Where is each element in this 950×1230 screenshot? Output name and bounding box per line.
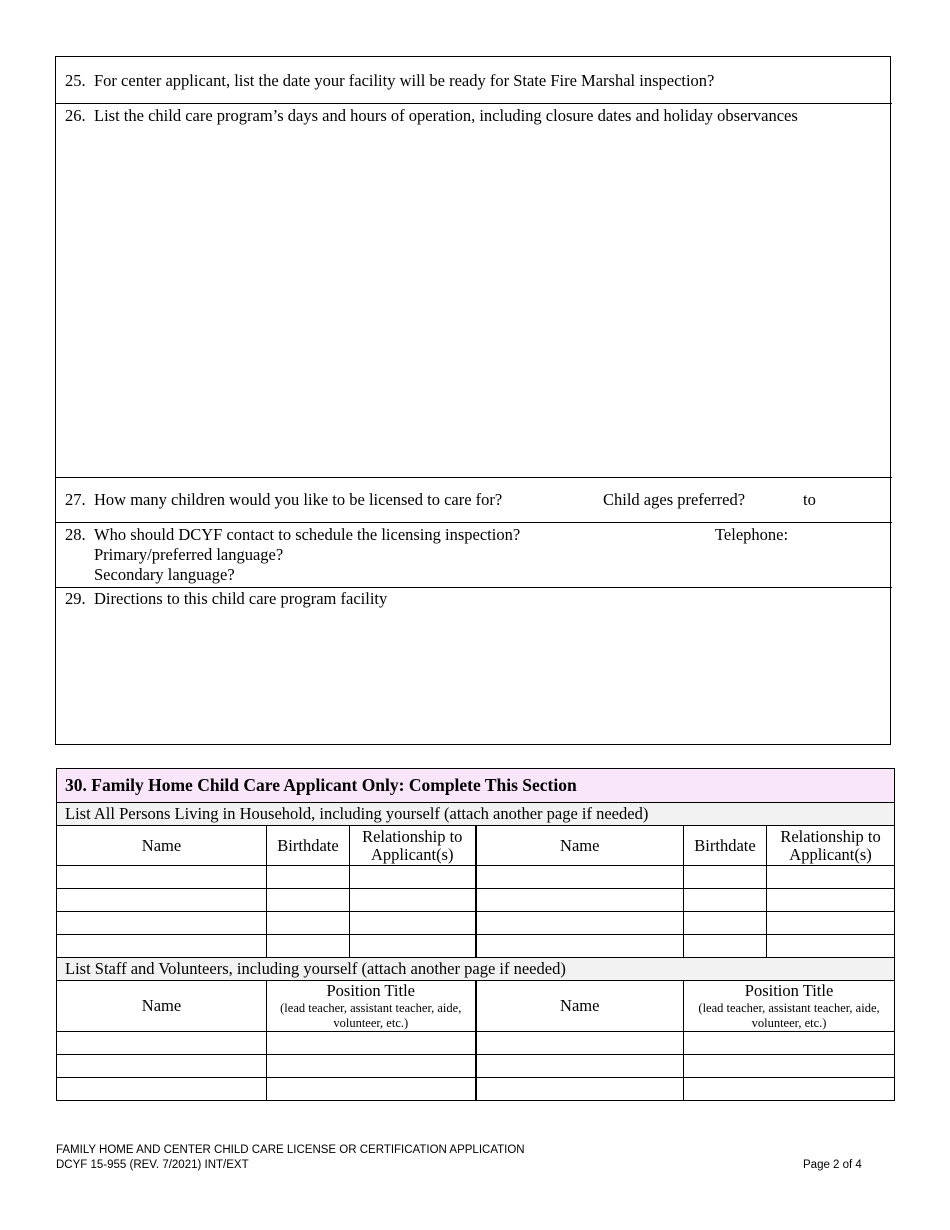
birthdate-cell[interactable] xyxy=(267,912,350,935)
ages-to-label: to xyxy=(803,490,816,509)
birthdate-cell[interactable] xyxy=(684,866,767,889)
question-26[interactable] xyxy=(56,104,892,478)
questions-box xyxy=(55,56,891,745)
question-number: 29. xyxy=(65,589,86,608)
name-cell[interactable] xyxy=(57,1078,267,1101)
staff-row xyxy=(57,1055,895,1078)
birthdate-cell[interactable] xyxy=(267,866,350,889)
question-text: Who should DCYF contact to schedule the licensing inspection? xyxy=(94,525,521,544)
name-cell[interactable] xyxy=(476,889,684,912)
household-row xyxy=(57,912,895,935)
footer-form-number: DCYF 15-955 (REV. 7/2021) INT/EXT xyxy=(56,1159,249,1171)
name-cell[interactable] xyxy=(476,935,684,958)
relationship-cell[interactable] xyxy=(767,866,895,889)
section-30-title: 30. Family Home Child Care Applicant Only: Complete This Section xyxy=(57,769,895,803)
household-instruction: List All Persons Living in Household, including yourself (attach another page if needed) xyxy=(57,803,895,826)
position-note: (lead teacher, assistant teacher, aide, volunteer, etc.) xyxy=(280,1001,462,1030)
primary-language-label: Primary/preferred language? xyxy=(94,545,284,564)
household-row xyxy=(57,935,895,958)
question-text: List the child care program’s days and hours of operation, including closure dates and holiday observances xyxy=(94,106,798,125)
relationship-cell[interactable] xyxy=(350,912,476,935)
child-ages-label: Child ages preferred? xyxy=(603,490,746,509)
question-number: 26. xyxy=(65,106,86,125)
household-birthdate-header: Birthdate xyxy=(267,826,350,866)
position-cell[interactable] xyxy=(267,1032,476,1055)
relationship-cell[interactable] xyxy=(767,912,895,935)
position-cell[interactable] xyxy=(684,1078,895,1101)
question-25[interactable] xyxy=(56,57,892,104)
question-number: 25. xyxy=(65,71,86,90)
position-cell[interactable] xyxy=(684,1032,895,1055)
name-cell[interactable] xyxy=(57,889,267,912)
name-cell[interactable] xyxy=(57,912,267,935)
question-text: Directions to this child care program facility xyxy=(94,589,388,608)
name-cell[interactable] xyxy=(57,866,267,889)
relationship-cell[interactable] xyxy=(350,935,476,958)
birthdate-cell[interactable] xyxy=(684,889,767,912)
household-name-header: Name xyxy=(57,826,267,866)
position-cell[interactable] xyxy=(267,1055,476,1078)
household-row xyxy=(57,866,895,889)
name-cell[interactable] xyxy=(57,935,267,958)
relationship-cell[interactable] xyxy=(767,889,895,912)
birthdate-cell[interactable] xyxy=(267,935,350,958)
footer-form-title: FAMILY HOME AND CENTER CHILD CARE LICENSE OR CERTIFICATION APPLICATION xyxy=(56,1144,525,1156)
staff-name-header: Name xyxy=(57,981,267,1032)
household-relationship-header: Relationship to Applicant(s) xyxy=(350,826,476,866)
staff-name-header: Name xyxy=(476,981,684,1032)
position-title-label: Position Title xyxy=(326,981,415,1000)
birthdate-cell[interactable] xyxy=(684,935,767,958)
position-cell[interactable] xyxy=(684,1055,895,1078)
footer-page-number: Page 2 of 4 xyxy=(803,1159,862,1171)
staff-row xyxy=(57,1032,895,1055)
relationship-cell[interactable] xyxy=(767,935,895,958)
staff-position-header xyxy=(267,981,476,1032)
section-30-table xyxy=(56,768,895,1101)
staff-position-header xyxy=(684,981,895,1032)
household-row xyxy=(57,889,895,912)
question-number: 28. xyxy=(65,525,86,544)
relationship-cell[interactable] xyxy=(350,889,476,912)
question-text: For center applicant, list the date your facility will be ready for State Fire Marshal inspection? xyxy=(94,71,715,90)
staff-instruction: List Staff and Volunteers, including yourself (attach another page if needed) xyxy=(57,958,895,981)
birthdate-cell[interactable] xyxy=(684,912,767,935)
position-title-label: Position Title xyxy=(744,981,834,1000)
household-name-header: Name xyxy=(476,826,684,866)
question-29[interactable] xyxy=(56,588,892,744)
question-28[interactable] xyxy=(56,523,892,588)
household-birthdate-header: Birthdate xyxy=(684,826,767,866)
relationship-cell[interactable] xyxy=(350,866,476,889)
household-relationship-header: Relationship to Applicant(s) xyxy=(767,826,895,866)
question-number: 27. xyxy=(65,490,86,509)
name-cell[interactable] xyxy=(476,912,684,935)
telephone-label: Telephone: xyxy=(715,525,789,544)
name-cell[interactable] xyxy=(476,1055,684,1078)
position-cell[interactable] xyxy=(267,1078,476,1101)
name-cell[interactable] xyxy=(57,1055,267,1078)
question-27[interactable] xyxy=(56,478,892,523)
name-cell[interactable] xyxy=(476,1078,684,1101)
name-cell[interactable] xyxy=(476,1032,684,1055)
question-text: How many children would you like to be licensed to care for? xyxy=(94,490,503,509)
birthdate-cell[interactable] xyxy=(267,889,350,912)
position-note: (lead teacher, assistant teacher, aide, volunteer, etc.) xyxy=(698,1001,880,1030)
secondary-language-label: Secondary language? xyxy=(94,565,235,584)
staff-row xyxy=(57,1078,895,1101)
name-cell[interactable] xyxy=(57,1032,267,1055)
name-cell[interactable] xyxy=(476,866,684,889)
